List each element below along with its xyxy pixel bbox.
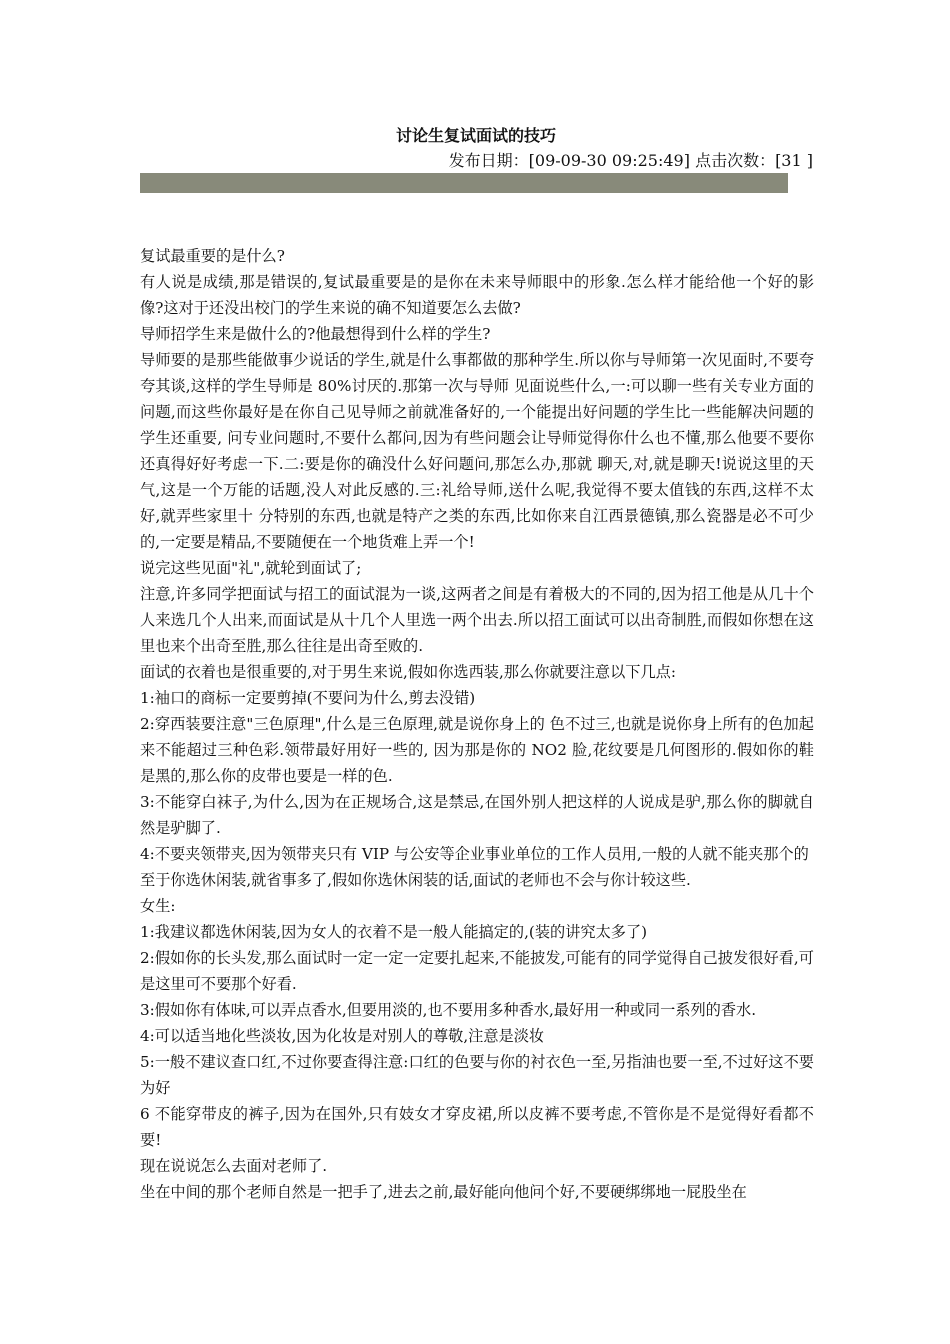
article-body — [140, 243, 814, 1205]
paragraph: 说完这些见面"礼",就轮到面试了; — [140, 559, 362, 577]
paragraph: 现在说说怎么去面对老师了. — [140, 1157, 328, 1175]
paragraph: 女生: — [140, 897, 176, 915]
paragraph: 面试的衣着也是很重要的,对于男生来说,假如你选西装,那么你就要注意以下几点: — [140, 663, 676, 681]
paragraph: 5:一般不建议查口红,不过你要查得注意:口红的色要与你的衬衣色一至,另指油也要一至,不过好这不要为好 — [140, 1053, 814, 1097]
publish-meta: 发布日期：[09-09-30 09:25:49] 点击次数：[31 ] — [448, 151, 813, 170]
paragraph: 注意,许多同学把面试与招工的面试混为一谈,这两者之间是有着极大的不同的,因为招工他是从几十个人来选几个人出来,而面试是从十几个人里选一两个出去.所以招工面试可以出奇制胜,而假如你想在这里也来个出奇至胜,那么往往是出奇至败的. — [140, 585, 814, 655]
paragraph: 3:不能穿白袜子,为什么,因为在正规场合,这是禁忌,在国外别人把这样的人说成是驴,那么你的脚就自然是驴脚了. — [140, 793, 814, 837]
paragraph: 复试最重要的是什么? — [140, 247, 285, 265]
paragraph: 1:我建议都选休闲装,因为女人的衣着不是一般人能搞定的,(装的讲究太多了) — [140, 923, 648, 941]
paragraph: 2:穿西装要注意"三色原理",什么是三色原理,就是说你身上的 色不过三,也就是说你身上所有的色加起来不能超过三种色彩.领带最好用好一些的, 因为那是你的 NO2 脸,花纹要是几何图形的.假如你的鞋是黑的,那么你的皮带也要是一样的色. — [140, 715, 814, 785]
paragraph: 导师要的是那些能做事少说话的学生,就是什么事都做的那种学生.所以你与导师第一次见面时,不要夸夸其谈,这样的学生导师是 80%讨厌的.那第一次与导师 见面说些什么,一:可以聊一些有关专业方面的问题,而这些你最好是在你自己见导师之前就准备好的,一个能提出好问题的学生比一些能解决问题的学生还重要, 问专业问题时,不要什么都问,因为有些问题会让导师觉得你什么也不懂,那么他要不要你还真得好好考虑一下.二:要是你的确没什么好问题问,那怎么办,那就 聊天,对,就是聊天!说说这里的天气,这是一个万能的话题,没人对此反感的.三:礼给导师,送什么呢,我觉得不要太值钱的东西,这样不太好,就弄些家里十 分特别的东西,也就是特产之类的东西,比如你来自江西景德镇,那么瓷器是必不可少的,一定要是精品,不要随便在一个地货难上弄一个! — [140, 351, 814, 551]
paragraph: 有人说是成绩,那是错误的,复试最重要是的是你在未来导师眼中的形象.怎么样才能给他一个好的影像?这对于还没出校门的学生来说的确不知道要怎么去做? — [140, 273, 814, 317]
paragraph: 2:假如你的长头发,那么面试时一定一定一定要扎起来,不能披发,可能有的同学觉得自己披发很好看,可是这里可不要那个好看. — [140, 949, 814, 993]
paragraph: 6 不能穿带皮的裤子,因为在国外,只有妓女才穿皮裙,所以皮裤不要考虑,不管你是不是觉得好看都不要! — [140, 1105, 814, 1149]
paragraph: 1:袖口的商标一定要剪掉(不要问为什么,剪去没错) — [140, 689, 476, 707]
paragraph: 3:假如你有体味,可以弄点香水,但要用淡的,也不要用多种香水,最好用一种或同一系列的香水. — [140, 1001, 757, 1019]
paragraph: 坐在中间的那个老师自然是一把手了,进去之前,最好能向他问个好,不要硬绑绑地一屁股坐在 — [140, 1183, 747, 1201]
paragraph: 4:可以适当地化些淡妆,因为化妆是对别人的尊敬,注意是淡妆 — [140, 1027, 545, 1045]
title-divider-bar — [140, 173, 788, 193]
paragraph: 导师招学生来是做什么的?他最想得到什么样的学生? — [140, 325, 491, 343]
page-title: 讨论生复试面试的技巧 — [395, 126, 556, 145]
paragraph: 至于你选休闲装,就省事多了,假如你选休闲装的话,面试的老师也不会与你计较这些. — [140, 871, 691, 889]
paragraph: 4:不要夹领带夹,因为领带夹只有 VIP 与公安等企业事业单位的工作人员用,一般的人就不能夹那个的 — [140, 845, 809, 863]
